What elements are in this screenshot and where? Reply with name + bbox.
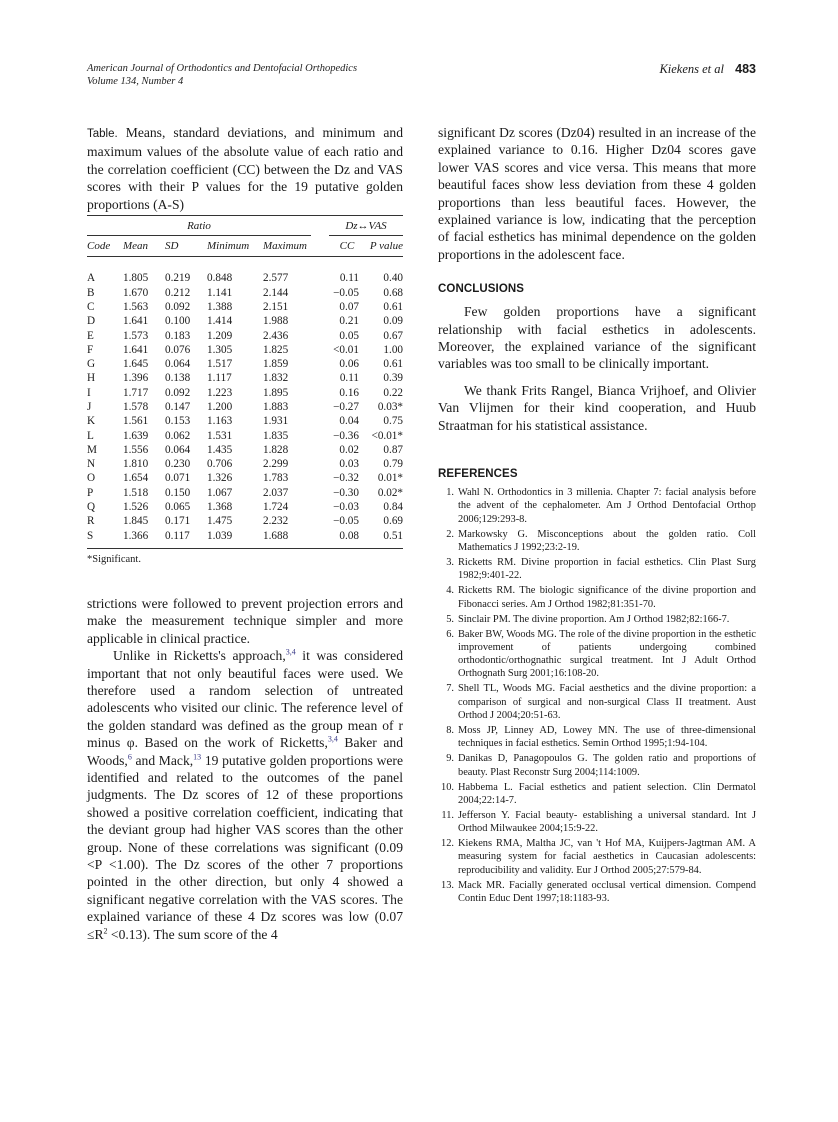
superscript: 2 bbox=[103, 926, 108, 936]
cell-minimum: 1.200 bbox=[207, 401, 233, 413]
table-group-header bbox=[87, 216, 403, 237]
cell-code: I bbox=[87, 386, 91, 399]
table-body bbox=[87, 271, 403, 543]
reference-text: Jefferson Y. Facial beauty- establishing a universal standard. Int J Orthod Milwaukee 2004;15:9-22. bbox=[458, 809, 756, 835]
cell-minimum: 1.517 bbox=[207, 358, 233, 371]
col-pvalue: P value bbox=[365, 236, 403, 257]
cell-mean: 1.396 bbox=[123, 372, 149, 385]
table-row bbox=[87, 371, 403, 385]
cell-mean: 1.518 bbox=[123, 486, 149, 499]
page-number: 483 bbox=[735, 62, 756, 76]
table-row bbox=[87, 486, 403, 500]
header-right bbox=[659, 62, 756, 77]
cell-code: D bbox=[87, 315, 96, 328]
cell-maximum: 1.895 bbox=[263, 386, 289, 399]
data-table bbox=[87, 215, 403, 543]
reference-number: 10. bbox=[441, 781, 454, 793]
table-row bbox=[87, 457, 403, 471]
reference-item bbox=[438, 809, 756, 836]
paragraph: strictions were followed to prevent projection errors and make the measurement technique simpler and more applicable in clinical practice. bbox=[87, 595, 403, 646]
cell-sd: 0.212 bbox=[165, 286, 191, 299]
citation-link[interactable]: 13 bbox=[193, 752, 202, 762]
col-sd: SD bbox=[165, 236, 207, 257]
cell-mean: 1.578 bbox=[123, 401, 149, 413]
table-row bbox=[87, 343, 403, 357]
reference-text: Habbema L. Facial esthetics and patient selection. Clin Dermatol 2004;22:14-7. bbox=[458, 781, 756, 806]
table-row bbox=[87, 286, 403, 300]
reference-item bbox=[438, 613, 756, 626]
acknowledgment: We thank Frits Rangel, Bianca Vrijhoef, and Olivier Van Vlijmen for their kind cooperation, and Huub Straatman for his statistical assistance. bbox=[438, 382, 756, 433]
cell-mean: 1.645 bbox=[123, 358, 149, 371]
cell-cc: 0.03 bbox=[339, 458, 359, 471]
cell-maximum: 1.828 bbox=[263, 443, 289, 456]
cell-sd: 0.064 bbox=[165, 358, 191, 371]
reference-item bbox=[438, 584, 756, 611]
col-cc: CC bbox=[329, 236, 365, 257]
cell-mean: 1.563 bbox=[123, 300, 149, 313]
cell-cc: −0.05 bbox=[333, 286, 359, 299]
cell-minimum: 0.706 bbox=[207, 458, 233, 471]
table-row bbox=[87, 471, 403, 485]
cell-code: R bbox=[87, 515, 95, 528]
reference-text: Sinclair PM. The divine proportion. Am J Orthod 1982;82:166-7. bbox=[458, 613, 730, 625]
cell-sd: 0.092 bbox=[165, 386, 191, 399]
cell-sd: 0.071 bbox=[165, 472, 191, 485]
cell-pvalue: 0.01* bbox=[377, 472, 403, 485]
cell-pvalue: 0.87 bbox=[383, 443, 403, 456]
reference-number: 13. bbox=[441, 879, 454, 891]
cell-mean: 1.641 bbox=[123, 343, 149, 356]
cell-code: N bbox=[87, 458, 96, 471]
cell-minimum: 1.039 bbox=[207, 529, 233, 542]
cell-code: J bbox=[87, 401, 92, 413]
table-row bbox=[87, 300, 403, 314]
cell-mean: 1.526 bbox=[123, 501, 149, 514]
cell-cc: 0.06 bbox=[339, 358, 359, 371]
cell-cc: −0.30 bbox=[333, 486, 359, 499]
cell-minimum: 1.414 bbox=[207, 315, 233, 328]
group-ratio-label: Ratio bbox=[87, 217, 311, 236]
cell-sd: 0.183 bbox=[165, 329, 191, 342]
cell-sd: 0.064 bbox=[165, 443, 191, 456]
citation-link[interactable]: 3,4 bbox=[285, 647, 296, 657]
reference-number: 8. bbox=[446, 724, 454, 736]
cell-cc: −0.36 bbox=[333, 429, 359, 442]
cell-cc: 0.11 bbox=[339, 272, 359, 285]
cell-minimum: 1.223 bbox=[207, 386, 233, 399]
running-header bbox=[87, 62, 756, 92]
journal-name bbox=[87, 62, 756, 88]
conclusions-text: Few golden proportions have a significant relationship with facial esthetics in adolescents. Moreover, the explained variance of the significant variables was too small to be clinically important. bbox=[438, 304, 756, 372]
cell-minimum: 1.067 bbox=[207, 486, 233, 499]
cell-maximum: 1.835 bbox=[263, 429, 289, 442]
cell-code: Q bbox=[87, 501, 96, 514]
table-column-header bbox=[87, 236, 403, 257]
col-code: Code bbox=[87, 236, 123, 257]
cell-cc: −0.32 bbox=[333, 472, 359, 485]
right-body-text bbox=[438, 124, 756, 263]
cell-pvalue: 0.79 bbox=[383, 458, 403, 471]
table-row bbox=[87, 271, 403, 285]
cell-pvalue: 0.22 bbox=[383, 386, 403, 399]
conclusions-section bbox=[438, 303, 756, 434]
cell-code: L bbox=[87, 429, 94, 442]
reference-list bbox=[438, 486, 756, 905]
reference-text: Markowsky G. Misconceptions about the golden ratio. Coll Mathematics J 1992;23:2-19. bbox=[458, 528, 756, 553]
cell-minimum: 1.475 bbox=[207, 515, 233, 528]
cell-cc: 0.02 bbox=[339, 443, 359, 456]
cell-cc: −0.05 bbox=[333, 515, 359, 528]
cell-code: K bbox=[87, 415, 96, 428]
table-row bbox=[87, 314, 403, 328]
cell-cc: 0.08 bbox=[339, 529, 359, 542]
cell-mean: 1.573 bbox=[123, 329, 149, 342]
cell-minimum: 1.141 bbox=[207, 286, 233, 299]
table-bottom-rule bbox=[87, 548, 403, 549]
cell-sd: 0.117 bbox=[165, 529, 190, 542]
cell-maximum: 2.144 bbox=[263, 286, 289, 299]
reference-text: Ricketts RM. The biologic significance of the divine proportion and Fibonacci series. Am J Orthod 1982;81:351-70. bbox=[458, 585, 756, 610]
cell-maximum: 1.825 bbox=[263, 343, 289, 356]
reference-number: 7. bbox=[446, 683, 454, 695]
cell-code: G bbox=[87, 358, 96, 371]
reference-text: Baker BW, Woods MG. The role of the divine proportion in the esthetic improvement of patients undergoing combined orthodontic/orthognathic surgical treatment. Int J Adult Orthod Orthognath Surg 2001;16:108-20. bbox=[458, 628, 756, 680]
cell-maximum: 1.724 bbox=[263, 501, 289, 514]
reference-item bbox=[438, 486, 756, 526]
reference-text: Moss JP, Linney AD, Lowey MN. The use of three-dimensional techniques in facial esthetics. Semin Orthod 1995;1:94-104. bbox=[458, 724, 756, 750]
reference-number: 1. bbox=[446, 487, 454, 499]
cell-pvalue: 0.02* bbox=[377, 486, 403, 499]
cell-code: O bbox=[87, 472, 96, 485]
reference-number: 9. bbox=[446, 753, 454, 765]
cell-minimum: 1.531 bbox=[207, 429, 233, 442]
cell-maximum: 2.151 bbox=[263, 300, 289, 313]
cell-pvalue: 1.00 bbox=[383, 343, 403, 356]
cell-sd: 0.171 bbox=[165, 515, 191, 528]
table-caption bbox=[87, 124, 403, 213]
running-author: Kiekens et al bbox=[659, 62, 725, 76]
reference-number: 4. bbox=[446, 585, 454, 597]
cell-sd: 0.230 bbox=[165, 458, 191, 471]
cell-maximum: 1.931 bbox=[263, 415, 289, 428]
journal-title: American Journal of Orthodontics and Dentofacial Orthopedics bbox=[87, 63, 358, 74]
cell-mean: 1.670 bbox=[123, 286, 149, 299]
cell-maximum: 2.436 bbox=[263, 329, 289, 342]
cell-cc: 0.07 bbox=[339, 300, 359, 313]
cell-minimum: 1.305 bbox=[207, 343, 233, 356]
cell-sd: 0.076 bbox=[165, 343, 191, 356]
cell-pvalue: 0.68 bbox=[383, 286, 403, 299]
cell-maximum: 2.577 bbox=[263, 272, 289, 285]
cell-cc: <0.01 bbox=[333, 343, 359, 356]
cell-maximum: 1.832 bbox=[263, 372, 289, 385]
table-row bbox=[87, 514, 403, 528]
cell-code: S bbox=[87, 529, 94, 542]
cell-sd: 0.147 bbox=[165, 401, 191, 413]
cell-pvalue: 0.67 bbox=[383, 329, 403, 342]
reference-item bbox=[438, 556, 756, 583]
reference-item bbox=[438, 879, 756, 906]
cell-minimum: 1.368 bbox=[207, 501, 233, 514]
table-label: Table. bbox=[87, 128, 118, 140]
reference-number: 2. bbox=[446, 528, 454, 540]
cell-code: P bbox=[87, 486, 94, 499]
cell-code: H bbox=[87, 372, 96, 385]
cell-pvalue: 0.09 bbox=[383, 315, 403, 328]
cell-mean: 1.654 bbox=[123, 472, 149, 485]
cell-minimum: 1.326 bbox=[207, 472, 233, 485]
cell-maximum: 2.299 bbox=[263, 458, 289, 471]
reference-number: 3. bbox=[446, 556, 454, 568]
cell-minimum: 0.848 bbox=[207, 272, 233, 285]
cell-sd: 0.138 bbox=[165, 372, 191, 385]
cell-sd: 0.092 bbox=[165, 300, 191, 313]
cell-maximum: 1.988 bbox=[263, 315, 289, 328]
cell-code: M bbox=[87, 443, 97, 456]
reference-number: 5. bbox=[446, 613, 454, 625]
cell-code: C bbox=[87, 300, 95, 313]
reference-item bbox=[438, 628, 756, 681]
reference-item bbox=[438, 682, 756, 722]
cell-pvalue: 0.51 bbox=[383, 529, 403, 542]
cell-sd: 0.150 bbox=[165, 486, 191, 499]
cell-maximum: 1.859 bbox=[263, 358, 289, 371]
reference-number: 11. bbox=[441, 809, 454, 821]
table-footnote: *Significant. bbox=[87, 553, 141, 565]
cell-minimum: 1.163 bbox=[207, 415, 233, 428]
cell-maximum: 1.688 bbox=[263, 529, 289, 542]
cell-pvalue: 0.84 bbox=[383, 501, 403, 514]
cell-sd: 0.100 bbox=[165, 315, 191, 328]
reference-item bbox=[438, 528, 756, 555]
cell-cc: 0.11 bbox=[339, 372, 359, 385]
reference-text: Wahl N. Orthodontics in 3 millenia. Chapter 7: facial analysis before the advent of the cephalometer. Am J Orthod Dentofacial Orthop 2006;129:293-8. bbox=[458, 487, 756, 525]
cell-mean: 1.366 bbox=[123, 529, 149, 542]
table-row bbox=[87, 386, 403, 400]
left-column bbox=[87, 124, 403, 943]
cell-mean: 1.556 bbox=[123, 443, 149, 456]
conclusions-heading: CONCLUSIONS bbox=[438, 283, 525, 296]
cell-sd: 0.219 bbox=[165, 272, 191, 285]
group-dzvas-label: Dz↔VAS bbox=[329, 217, 403, 236]
cell-cc: 0.16 bbox=[339, 386, 359, 399]
reference-item bbox=[438, 752, 756, 779]
cell-pvalue: 0.61 bbox=[383, 300, 403, 313]
col-maximum: Maximum bbox=[263, 236, 329, 257]
cell-mean: 1.639 bbox=[123, 429, 149, 442]
cell-maximum: 1.883 bbox=[263, 401, 289, 413]
cell-code: B bbox=[87, 286, 95, 299]
col-minimum: Minimum bbox=[207, 236, 263, 257]
cell-pvalue: 0.75 bbox=[383, 415, 403, 428]
cell-mean: 1.805 bbox=[123, 272, 149, 285]
references-heading: REFERENCES bbox=[438, 468, 518, 481]
cell-maximum: 2.232 bbox=[263, 515, 289, 528]
cell-mean: 1.561 bbox=[123, 415, 149, 428]
citation-link[interactable]: 3,4 bbox=[327, 734, 338, 744]
cell-minimum: 1.117 bbox=[207, 372, 232, 385]
cell-code: F bbox=[87, 343, 94, 356]
cell-pvalue: 0.40 bbox=[383, 272, 403, 285]
table-row bbox=[87, 400, 403, 414]
reference-item bbox=[438, 781, 756, 808]
reference-text: Mack MR. Facially generated occlusal vertical dimension. Compend Contin Educ Dent 1997;18:1183-93. bbox=[458, 879, 756, 904]
journal-volume: Volume 134, Number 4 bbox=[87, 76, 184, 87]
table-row bbox=[87, 329, 403, 343]
cell-sd: 0.065 bbox=[165, 501, 191, 514]
cell-pvalue: 0.69 bbox=[383, 515, 403, 528]
cell-sd: 0.062 bbox=[165, 429, 191, 442]
reference-text: Shell TL, Woods MG. Facial aesthetics and the divine proportion: a comparison of surgical and non-surgical Class II treatment. Aust Orthod J 2004;20:51-63. bbox=[458, 683, 756, 721]
col-mean: Mean bbox=[123, 236, 165, 257]
cell-cc: 0.04 bbox=[339, 415, 359, 428]
cell-minimum: 1.435 bbox=[207, 443, 233, 456]
paragraph: Unlike in Ricketts's approach,$^{3,4}$ it was considered important that not only beautiful faces were used. We therefore used a random selection of untreated adolescents who visited our clinic. The reference level of the golden standard was defined as the group mean of r minus φ. Based on the work of Ricketts,$^{3,4}$ Baker and Woods,$^6$ and Mack,$^{13}$ 19 putative golden proportions were identified and related to the outcomes of the panel judgments. The Dz scores of 12 of these proportions showed a positive correlation coefficient, indicating that the deviant group had higher VAS scores than the other group. None of these correlations was significant (0.09 <P <1.00). The Dz scores of the other 7 proportions pointed in the other direction, but only 4 showed a significant negative correlation with the VAS scores. The explained variance of these 4 Dz scores was low $(0.07 \le R^2 <0.13)$. The sum score of the 4 bbox=[87, 647, 403, 942]
cell-cc: 0.05 bbox=[339, 329, 359, 342]
reference-item bbox=[438, 724, 756, 751]
citation-link[interactable]: 6 bbox=[127, 752, 132, 762]
cell-pvalue: 0.61 bbox=[383, 358, 403, 371]
cell-pvalue: 0.03* bbox=[377, 401, 403, 413]
reference-item bbox=[438, 837, 756, 877]
cell-maximum: 2.037 bbox=[263, 486, 289, 499]
reference-text: Ricketts RM. Divine proportion in facial esthetics. Clin Plast Surg 1982;9:401-22. bbox=[458, 556, 756, 582]
cell-code: E bbox=[87, 329, 94, 342]
left-body-text bbox=[87, 595, 403, 943]
table-row bbox=[87, 529, 403, 543]
table-row bbox=[87, 357, 403, 371]
cell-mean: 1.845 bbox=[123, 515, 149, 528]
group-ratio bbox=[87, 216, 329, 237]
table-row bbox=[87, 443, 403, 457]
cell-mean: 1.810 bbox=[123, 458, 149, 471]
cell-mean: 1.641 bbox=[123, 315, 149, 328]
cell-minimum: 1.388 bbox=[207, 300, 233, 313]
reference-text: Kiekens RMA, Maltha JC, van 't Hof MA, Kuijpers-Jagtman AM. A measuring system for facial aesthetics in Caucasian adolescents: reproducibility and validity. Eur J Orthod 2005;27:579-84. bbox=[458, 838, 756, 876]
cell-pvalue: <0.01* bbox=[371, 429, 403, 442]
cell-cc: 0.21 bbox=[339, 315, 359, 328]
cell-minimum: 1.209 bbox=[207, 329, 233, 342]
table-row bbox=[87, 414, 403, 428]
reference-number: 12. bbox=[441, 838, 454, 850]
right-column bbox=[438, 124, 756, 907]
table-caption-text: Means, standard deviations, and minimum and maximum values of the absolute value of each ratio and the correlation coefficient (CC) between the Dz and VAS scores with their P values for the 19 putative golden proportions (A-S) bbox=[87, 125, 403, 212]
reference-number: 6. bbox=[446, 628, 454, 640]
table-row bbox=[87, 429, 403, 443]
table-row bbox=[87, 500, 403, 514]
cell-cc: −0.03 bbox=[333, 501, 359, 514]
group-dzvas bbox=[329, 216, 403, 237]
paragraph: significant Dz scores (Dz04) resulted in an increase of the explained variance to 0.16. Higher Dz04 scores gave lower VAS scores and vice versa. This means that more beautiful faces show less deviation from these 4 golden proportions than less beautiful faces. However, the explained variance is low, indicating that the perception of facial esthetics has minimal dependence on the golden proportions in the adolescent face. bbox=[438, 125, 756, 262]
cell-code: A bbox=[87, 272, 96, 285]
cell-cc: −0.27 bbox=[333, 401, 359, 413]
cell-pvalue: 0.39 bbox=[383, 372, 403, 385]
cell-sd: 0.153 bbox=[165, 415, 191, 428]
cell-maximum: 1.783 bbox=[263, 472, 289, 485]
reference-text: Danikas D, Panagopoulos G. The golden ratio and proportions of beauty. Plast Reconstr Surg 2004;114:1009. bbox=[458, 753, 756, 778]
cell-mean: 1.717 bbox=[123, 386, 149, 399]
